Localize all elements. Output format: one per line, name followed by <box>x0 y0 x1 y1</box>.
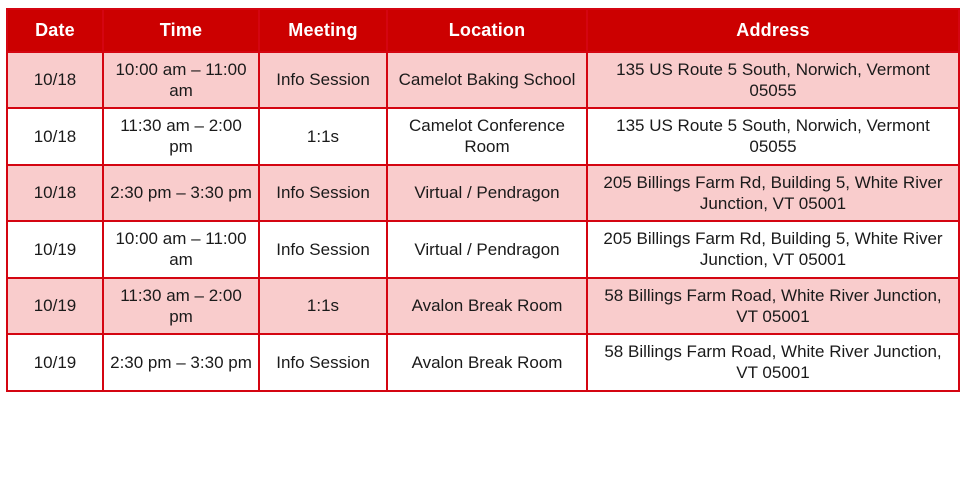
table-row <box>7 165 959 222</box>
cell-location: Camelot Baking School <box>387 52 587 109</box>
cell-date: 10/18 <box>7 108 103 165</box>
column-header-date: Date <box>7 9 103 52</box>
cell-meeting: 1:1s <box>259 278 387 335</box>
cell-date: 10/18 <box>7 52 103 109</box>
cell-location: Camelot Conference Room <box>387 108 587 165</box>
cell-location: Virtual / Pendragon <box>387 221 587 278</box>
cell-date: 10/19 <box>7 221 103 278</box>
cell-time: 11:30 am – 2:00 pm <box>103 108 259 165</box>
cell-meeting: Info Session <box>259 52 387 109</box>
cell-date: 10/18 <box>7 165 103 222</box>
table-row <box>7 52 959 109</box>
cell-address: 205 Billings Farm Rd, Building 5, White River Junction, VT 05001 <box>587 165 959 222</box>
cell-location: Avalon Break Room <box>387 334 587 391</box>
cell-address: 58 Billings Farm Road, White River Junction, VT 05001 <box>587 278 959 335</box>
column-header-address: Address <box>587 9 959 52</box>
column-header-meeting: Meeting <box>259 9 387 52</box>
schedule-table <box>6 8 960 392</box>
cell-meeting: Info Session <box>259 334 387 391</box>
cell-address: 58 Billings Farm Road, White River Junction, VT 05001 <box>587 334 959 391</box>
cell-time: 2:30 pm – 3:30 pm <box>103 165 259 222</box>
table-row <box>7 334 959 391</box>
column-header-location: Location <box>387 9 587 52</box>
table-row <box>7 221 959 278</box>
cell-address: 135 US Route 5 South, Norwich, Vermont 05055 <box>587 108 959 165</box>
cell-time: 10:00 am – 11:00 am <box>103 52 259 109</box>
table-row <box>7 278 959 335</box>
cell-time: 11:30 am – 2:00 pm <box>103 278 259 335</box>
cell-location: Avalon Break Room <box>387 278 587 335</box>
cell-meeting: Info Session <box>259 165 387 222</box>
cell-address: 135 US Route 5 South, Norwich, Vermont 05055 <box>587 52 959 109</box>
cell-meeting: 1:1s <box>259 108 387 165</box>
cell-address: 205 Billings Farm Rd, Building 5, White River Junction, VT 05001 <box>587 221 959 278</box>
cell-location: Virtual / Pendragon <box>387 165 587 222</box>
cell-meeting: Info Session <box>259 221 387 278</box>
cell-date: 10/19 <box>7 334 103 391</box>
table-row <box>7 108 959 165</box>
column-header-time: Time <box>103 9 259 52</box>
table-header-row <box>7 9 959 52</box>
cell-date: 10/19 <box>7 278 103 335</box>
cell-time: 2:30 pm – 3:30 pm <box>103 334 259 391</box>
cell-time: 10:00 am – 11:00 am <box>103 221 259 278</box>
